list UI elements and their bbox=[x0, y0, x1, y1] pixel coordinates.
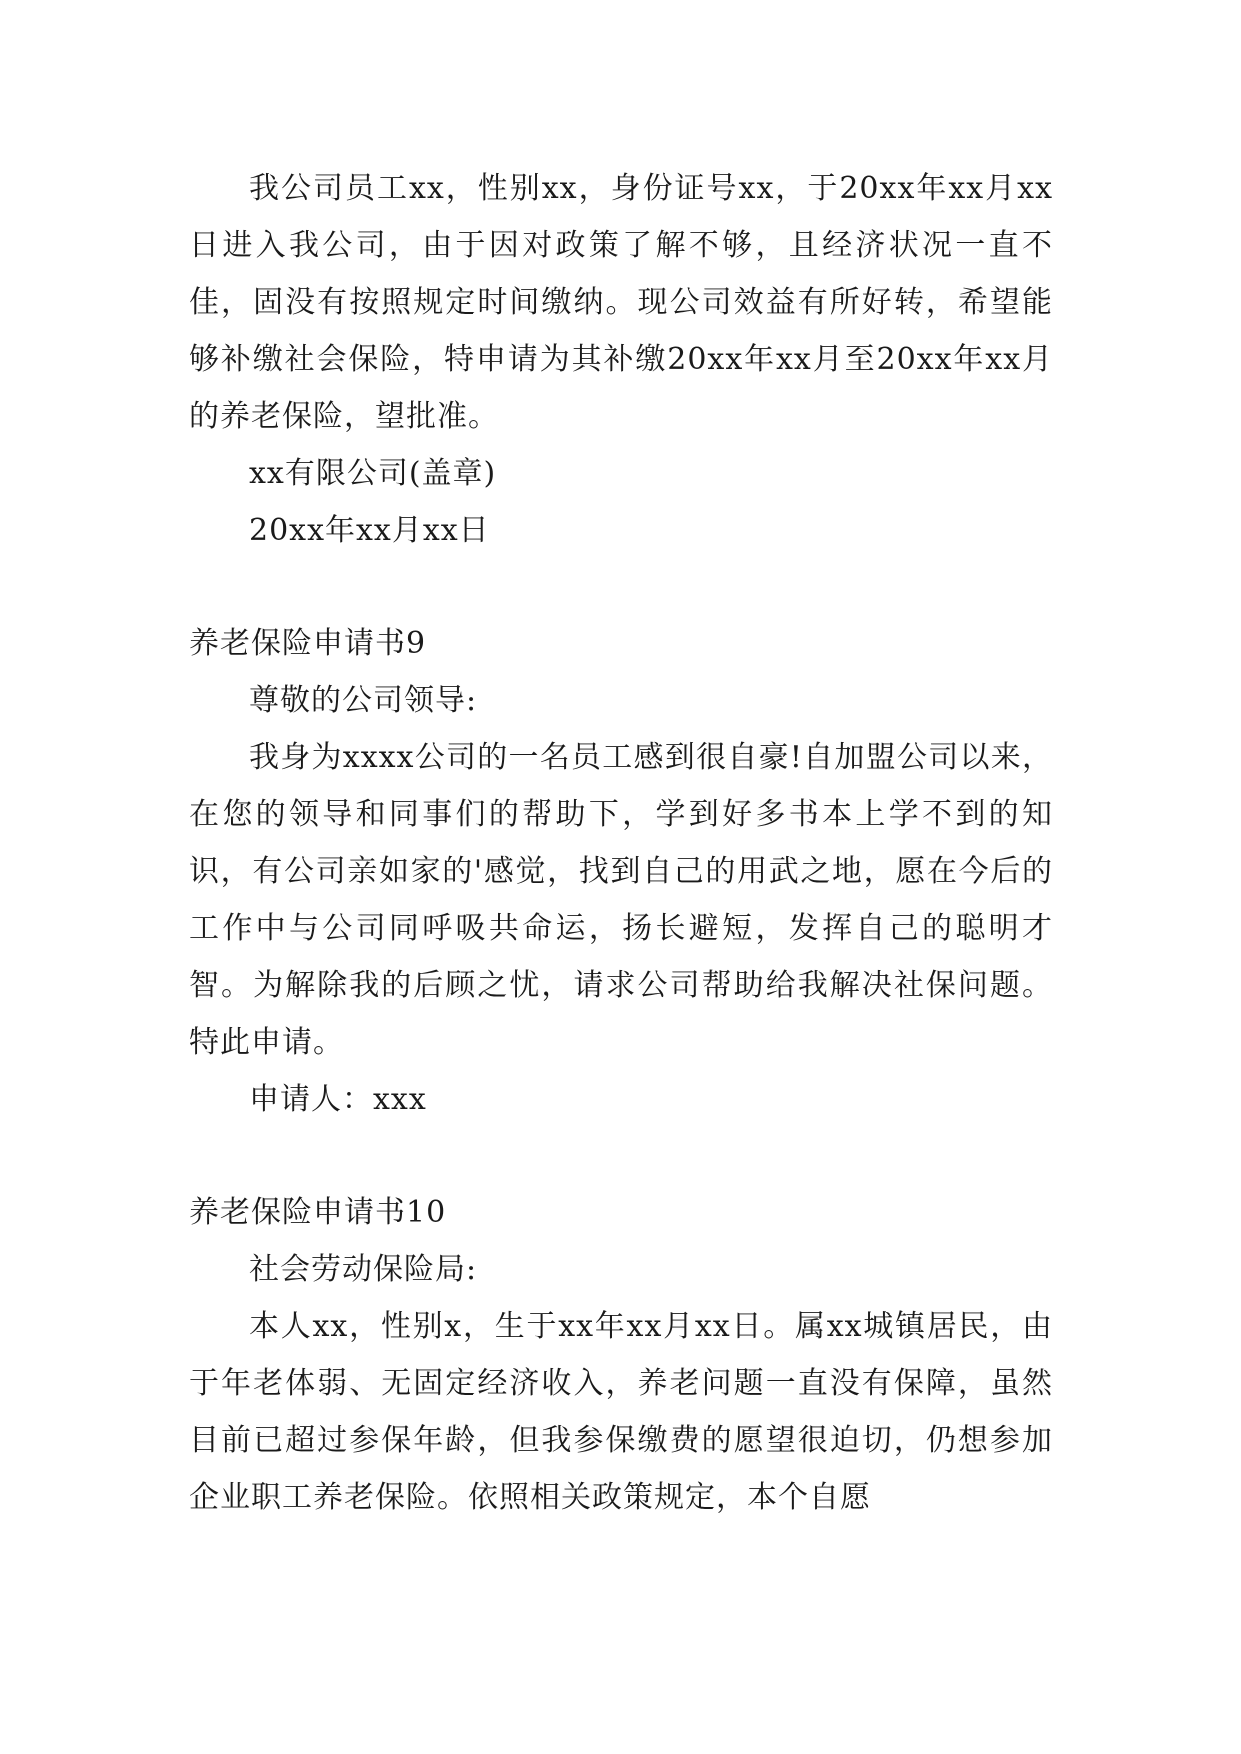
section9-applicant: 申请人：xxx bbox=[249, 1082, 427, 1117]
section8-paragraph: 我公司员工xx，性别xx，身份证号xx，于20xx年xx月xx日进入我公司，由于因对政策了解不够，且经济状况一直不佳，固没有按照规定时间缴纳。现公司效益有所好转，希望能够补缴社会保险，特申请为其补缴20xx年xx月至20xx年xx月的养老保险，望批准。 bbox=[189, 171, 1053, 434]
section-gap bbox=[189, 1128, 1053, 1184]
section10-salutation: 社会劳动保险局: bbox=[249, 1252, 478, 1287]
section-gap bbox=[189, 559, 1053, 615]
section9-salutation: 尊敬的公司领导: bbox=[249, 683, 478, 718]
section10-title: 养老保险申请书10 bbox=[189, 1195, 447, 1230]
section9-paragraph: 我身为xxxx公司的一名员工感到很自豪!自加盟公司以来，在您的领导和同事们的帮助下，学到好多书本上学不到的知识，有公司亲如家的'感觉，找到自己的用武之地，愿在今后的工作中与公司同呼吸共命运，扬长避短，发挥自己的聪明才智。为解除我的后顾之忧，请求公司帮助给我解决社保问题。特此申请。 bbox=[189, 740, 1053, 1060]
document-body bbox=[189, 160, 1053, 1526]
section8-signature: xx有限公司(盖章) bbox=[249, 456, 497, 491]
section9-title: 养老保险申请书9 bbox=[189, 626, 427, 661]
section8-date: 20xx年xx月xx日 bbox=[249, 513, 490, 548]
section10-paragraph: 本人xx，性别x，生于xx年xx月xx日。属xx城镇居民，由于年老体弱、无固定经济收入，养老问题一直没有保障，虽然目前已超过参保年龄，但我参保缴费的愿望很迫切，仍想参加企业职工养老保险。依照相关政策规定，本个自愿 bbox=[189, 1309, 1053, 1515]
